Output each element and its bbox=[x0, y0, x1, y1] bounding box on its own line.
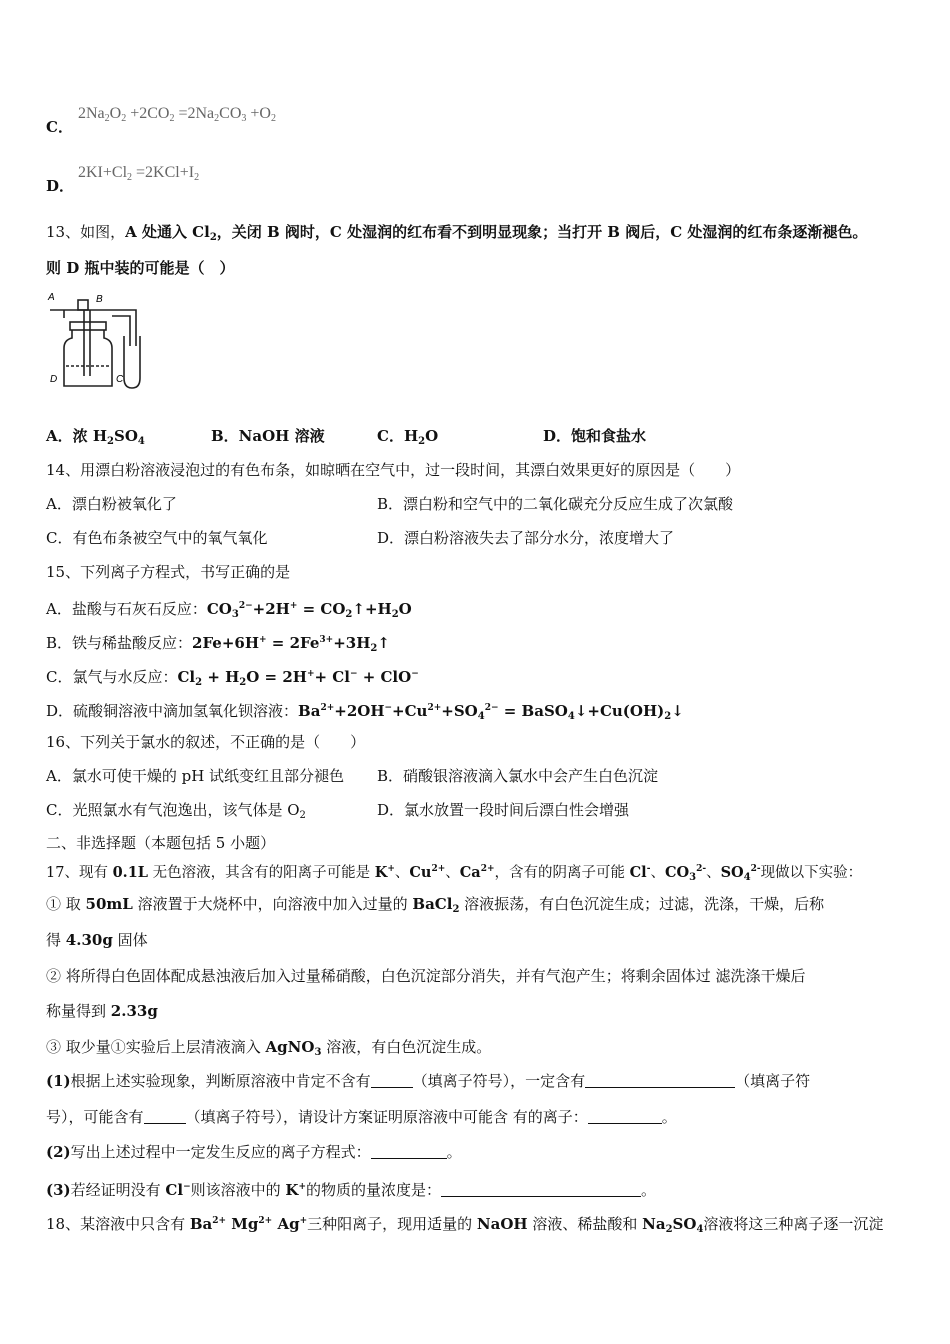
q17-part2: (2)写出上述过程中一定发生反应的离子方程式： 。 bbox=[46, 1143, 462, 1161]
q15-stem: 15、下列离子方程式，书写正确的是 bbox=[46, 563, 291, 581]
q17-step2-line2: 称量得到 2.33g bbox=[46, 1002, 158, 1020]
gas-washing-apparatus-figure bbox=[46, 290, 158, 396]
q17-part1-line1: (1)根据上述实验现象，判断原溶液中肯定不含有 （填离子符号），一定含有 （填离子符 bbox=[46, 1072, 811, 1090]
bottle-d bbox=[64, 330, 112, 386]
q12-option-d-label: D． bbox=[46, 177, 75, 195]
q17-stem: 17、现有 0.1L 无色溶液，其含有的阳离子可能是 K+、$Cu^{2+}$、$Ca^{2+}$，含有的阴离子可能 Cl-、$CO_3^{2-}$、$SO_4^{2-}$现做以下实验： bbox=[46, 864, 863, 883]
q17-part1-line2: 号），可能含有 （填离子符号），请设计方案证明原溶液中可能含 有的离子： 。 bbox=[46, 1108, 677, 1126]
q13-options bbox=[46, 426, 906, 446]
q14-option-b: B．漂白粉和空气中的二氧化碳充分反应生成了次氯酸 bbox=[377, 495, 734, 513]
q16-options-row2 bbox=[46, 800, 906, 820]
q13-option-c: C．$H_2O$ bbox=[377, 427, 439, 447]
q13-stem-line2: 则 D 瓶中装的可能是（ ） bbox=[46, 259, 235, 277]
label-d: D bbox=[50, 374, 58, 385]
q17-step2-line1: ② 将所得白色固体配成悬浊液后加入过量稀硝酸，白色沉淀部分消失，并有气泡产生；将剩余固体过 滤洗涤干燥后 bbox=[46, 967, 806, 985]
q15-option-c: C．氯气与水反应：$Cl_2 + H_2O = 2H^++ Cl^- + ClO^-$ bbox=[46, 668, 419, 688]
q13-option-d: D．饱和食盐水 bbox=[543, 427, 647, 445]
q13-option-a: A．浓 $H_2SO_4$ bbox=[46, 427, 145, 447]
q16-option-b: B．硝酸银溶液滴入氯水中会产生白色沉淀 bbox=[377, 767, 659, 785]
q16-option-d: D．氯水放置一段时间后漂白性会增强 bbox=[377, 801, 630, 819]
q17-step1-line2: 得 4.30g 固体 bbox=[46, 931, 148, 949]
q12-option-c-equation: $2Na_2O_2 +2CO_2 =2Na_2CO_3 +O_2$ bbox=[78, 105, 276, 124]
q14-options-row1 bbox=[46, 494, 906, 514]
section-2-heading: 二、非选择题（本题包括 5 小题） bbox=[46, 834, 276, 852]
stopper bbox=[70, 322, 106, 330]
q14-options-row2 bbox=[46, 528, 906, 548]
q14-stem: 14、用漂白粉溶液浸泡过的有色布条，如晾晒在空气中，过一段时间，其漂白效果更好的原因是（ ） bbox=[46, 461, 741, 479]
test-tube-c bbox=[124, 336, 140, 388]
q15-option-a: A．盐酸与石灰石反应：$CO_3^{2-}+2H^+$ = $CO_2↑+H_2O$ bbox=[46, 600, 412, 620]
q15-option-b: B．铁与稀盐酸反应：$2Fe+6H^+ = 2Fe^{3+}+3H_2↑$ bbox=[46, 634, 390, 654]
label-a: A bbox=[48, 292, 55, 303]
q17-step3: ③ 取少量①实验后上层清液滴入 AgNO$_3$ 溶液，有白色沉淀生成。 bbox=[46, 1038, 492, 1058]
q16-option-c: C．光照氯水有气泡逸出，该气体是 $O_2$ bbox=[46, 801, 306, 821]
inlet-tube bbox=[50, 310, 112, 318]
q17-part3: (3)若经证明没有 Cl−则该溶液中的 K+的物质的量浓度是： 。 bbox=[46, 1181, 657, 1199]
q17-step1-line1: ① 取 50mL 溶液置于大烧杯中，向溶液中加入过量的 BaCl$_2$ 溶液振荡，有白色沉淀生成；过滤，洗涤，干燥，后称 bbox=[46, 895, 825, 915]
q12-option-d-equation: $2KI+Cl_2 =2KCl+I_2$ bbox=[78, 164, 200, 183]
q15-option-d: D．硫酸铜溶液中滴加氢氧化钡溶液：$Ba^{2+}+2OH^-+Cu^{2+}+SO_4^{2-}$ = $BaSO_4↓+Cu(OH)_2↓$ bbox=[46, 702, 684, 722]
q18-stem: 18、某溶液中只含有 $Ba^{2+}$ $Mg^{2+}$ Ag+三种阳离子，现用适量的 NaOH 溶液、稀盐酸和 $Na_2SO_4$溶液将这三种离子逐一沉淀 bbox=[46, 1215, 884, 1235]
q16-option-a: A．氯水可使干燥的 pH 试纸变红且部分褪色 bbox=[46, 767, 345, 785]
q16-options-row1 bbox=[46, 766, 906, 786]
q14-option-d: D．漂白粉溶液失去了部分水分，浓度增大了 bbox=[377, 529, 675, 547]
q12-option-c-label: C． bbox=[46, 118, 73, 136]
q14-option-c: C．有色布条被空气中的氧气氧化 bbox=[46, 529, 268, 547]
q16-stem: 16、下列关于氯水的叙述，不正确的是（ ） bbox=[46, 733, 366, 751]
q13-option-b: B．NaOH 溶液 bbox=[211, 427, 325, 445]
q14-option-a: A．漂白粉被氧化了 bbox=[46, 495, 177, 513]
label-b: B bbox=[96, 294, 103, 305]
valve-b bbox=[78, 300, 88, 310]
label-c: C bbox=[116, 374, 124, 385]
q13-stem-line1: 13、如图，A 处通入 $Cl_2$，关闭 B 阀时，C 处湿润的红布看不到明显现象；当打开 B 阀后，C 处湿润的红布条逐渐褪色。 bbox=[46, 223, 868, 243]
